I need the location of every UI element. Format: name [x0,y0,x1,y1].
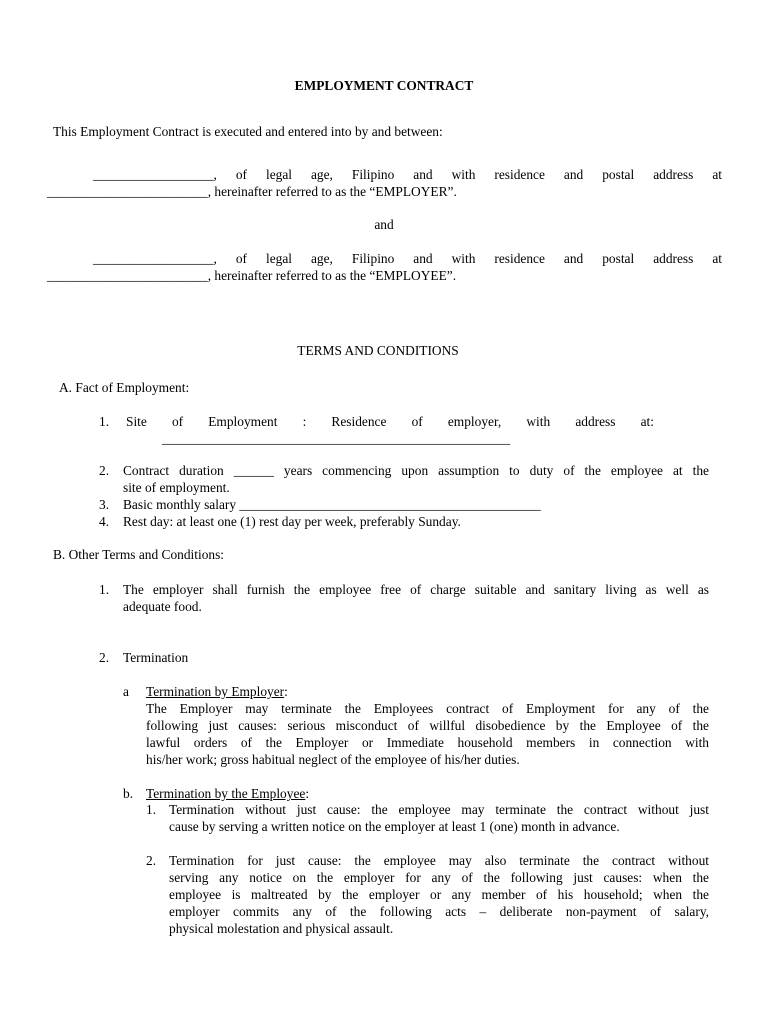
termination-by-employer-title-text: Termination by Employer [146,684,285,699]
intro-text: This Employment Contract is executed and entered into by and between: [53,124,443,139]
termination-by-employee-title-text: Termination by the Employee [146,786,306,801]
employee-line-2: ________________________, hereinafter referred to as the “EMPLOYEE”. [47,268,457,283]
termination-b-sub-1-text: Termination without just cause: the employee may terminate the contract without just [169,802,709,817]
section-b-heading: B. Other Terms and Conditions: [53,547,225,562]
section-b-item-2-number: 2. [99,650,110,665]
section-b-item-1-text-cont: adequate food. [123,599,202,614]
employee-line-1: __________________, of legal age, Filipino and with residence and postal address at [93,251,722,266]
section-a-item-2-text-cont: site of employment. [123,480,230,495]
section-a-item-1-text: Site of Employment : Residence of employer, with address at: [126,414,654,429]
termination-b-sub-2-line-5: physical molestation and physical assault. [169,921,394,936]
employer-line-1: __________________, of legal age, Filipino and with residence and postal address at [93,167,722,182]
termination-by-employer-colon: : [284,684,288,699]
section-a-item-3-text: Basic monthly salary _____________________________________________ [123,497,541,512]
termination-b-sub-2-line-2: serving any notice on the employer for any of the following just causes: when the [169,870,709,885]
termination-b-sub-2-line-3: employee is maltreated by the employer or any member of his household; when the [169,887,709,902]
section-b-item-1-number: 1. [99,582,110,597]
terms-heading: TERMS AND CONDITIONS [297,343,459,358]
termination-b-sub-2-number: 2. [146,853,157,868]
section-a-item-3-number: 3. [99,497,110,512]
section-a-item-4-text: Rest day: at least one (1) rest day per week, preferably Sunday. [123,514,461,529]
page-title: EMPLOYMENT CONTRACT [294,78,474,93]
termination-by-employee-colon: : [305,786,310,801]
termination-b-letter: b. [123,786,134,801]
section-a-item-4-number: 4. [99,514,110,529]
termination-a-line-1: The Employer may terminate the Employees contract of Employment for any of the [146,701,709,716]
termination-a-line-3: lawful orders of the Employer or Immediate household members in connection with [146,735,709,750]
and-separator: and [374,217,394,232]
termination-a-letter: a [123,684,129,699]
section-a-item-2-text: Contract duration ______ years commencing upon assumption to duty of the employee at the [123,463,709,478]
termination-by-employer-title [146,683,288,700]
termination-a-line-4: his/her work; gross habitual neglect of the employee of his/her duties. [146,752,520,767]
termination-b-sub-2-text: Termination for just cause: the employee may also terminate the contract without [169,853,709,868]
termination-label: Termination [123,650,189,665]
termination-a-line-2: following just causes: serious misconduct of willful disobedience by the Employee of the [146,718,709,733]
section-a-item-2-number: 2. [99,463,110,478]
section-a-heading: A. Fact of Employment: [59,380,190,395]
section-a-item-1-number: 1. [99,414,110,429]
termination-by-employee-title [146,785,309,802]
section-a-item-1-blank: ____________________________________________________ [162,431,511,446]
termination-b-sub-2-line-4: employer commits any of the following acts – deliberate non-payment of salary, [169,904,709,919]
termination-b-sub-1-number: 1. [146,802,157,817]
termination-b-sub-1-text-cont: cause by serving a written notice on the employer at least 1 (one) month in advance. [169,819,620,834]
employer-line-2: ________________________, hereinafter referred to as the “EMPLOYER”. [47,184,457,199]
section-b-item-1-text: The employer shall furnish the employee free of charge suitable and sanitary living as well as [123,582,709,597]
